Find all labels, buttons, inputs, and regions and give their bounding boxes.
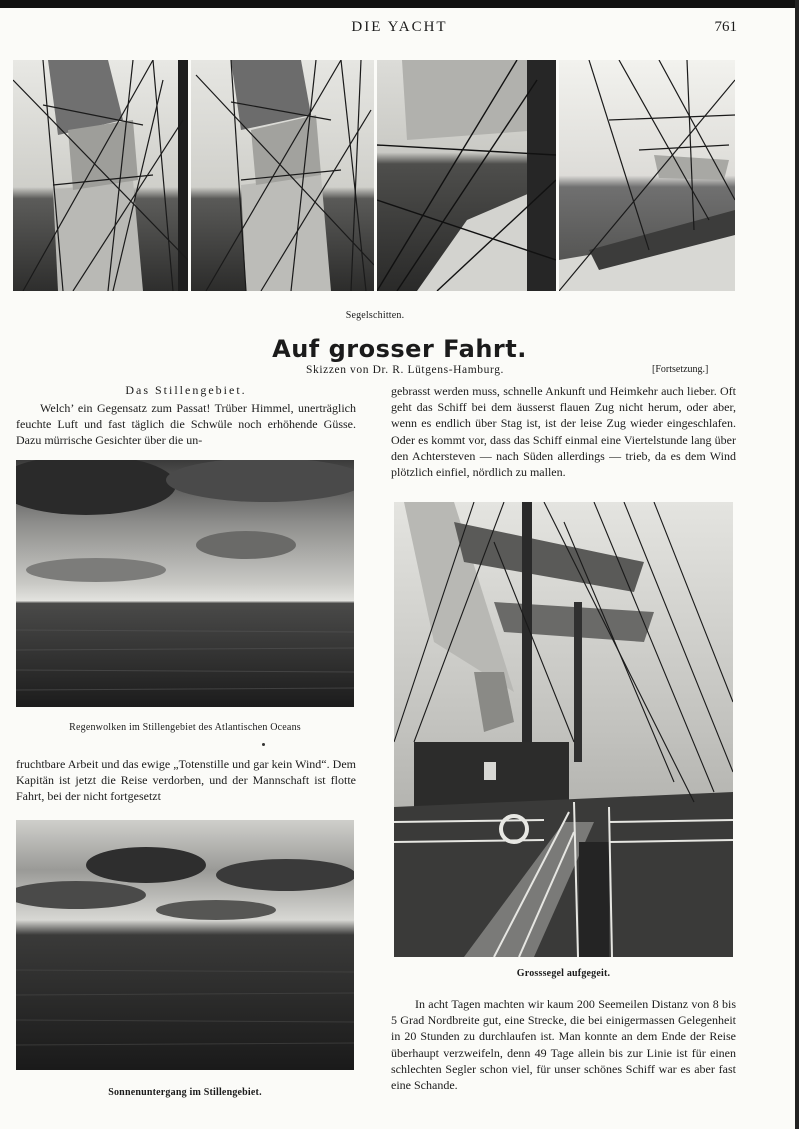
caption-sunset: Sonnenuntergang im Stillengebiet. — [108, 1087, 262, 1098]
paragraph-right-2: In acht Tagen machten wir kaum 200 Seemeilen Distanz von 8 bis 5 Grad Nordbreite gut, eine Strecke, die bei einigermassen Gelegenheit in 20 Stunden zu durchlaufen ist. Man konnte an dem Ende der Reise überhaupt verzweifeln, denn 49 Tage allein bis zur Linie ist für einen schlechten Segler schon viel, für unser schönes Schiff war es aber fast eine Schande. — [391, 997, 736, 1093]
journal-title: DIE YACHT — [351, 19, 448, 35]
photo-rain-clouds — [16, 460, 354, 707]
paragraph-right-1: gebrasst werden muss, schnelle Ankunft und Heimkehr auch lieber. Oft geht das Schiff bei dem äusserst flauen Zug nicht herum, oder aber, wenn es endlich über Stag ist, ist der leise Zug wieder eingeschlafen. Oder es kommt vor, dass das Schiff einmal eine Viertelstunde lang über den Achtersteven — nach Süden allerdings — trieb, da es dem Wind plötzlich einfiel, nördlich zu mallen. — [391, 384, 736, 480]
article-byline: Skizzen von Dr. R. Lütgens-Hamburg. — [305, 364, 505, 376]
top-border — [0, 0, 799, 8]
caption-mainsail: Grosssegel aufgegeit. — [516, 968, 611, 979]
caption-top-photos: Segelschitten. — [345, 310, 405, 321]
caption-rain-clouds: Regenwolken im Stillengebiet des Atlantischen Oceans — [69, 722, 301, 733]
photo-mainsail — [394, 502, 733, 957]
photo-sunset — [16, 820, 354, 1070]
photo-sails-1 — [13, 60, 188, 291]
photo-sails-3 — [377, 60, 556, 291]
continued-note: [Fortsetzung.] — [652, 364, 709, 375]
right-border — [795, 0, 799, 1129]
paragraph-left-1: Welch’ ein Gegensatz zum Passat! Trüber Himmel, unerträglich feuchte Luft und fast täglich die Schwüle noch erhöhende Güsse. Dazu mürrische Gesichter über die un- — [16, 401, 356, 448]
page-number: 761 — [714, 19, 737, 35]
paragraph-left-2: fruchtbare Arbeit und das ewige „Totenstille und gar kein Wind“. Dem Kapitän ist jetzt die Reise verdorben, und der Mannschaft ist flotte Fahrt, bei der nicht fortgesetzt — [16, 757, 356, 804]
separator-dot — [262, 743, 265, 746]
section-heading: Das Stillengebiet. — [125, 383, 247, 397]
photo-sails-2 — [191, 60, 374, 291]
photo-sails-4 — [559, 60, 735, 291]
article-title: Auf grosser Fahrt. — [272, 335, 527, 363]
